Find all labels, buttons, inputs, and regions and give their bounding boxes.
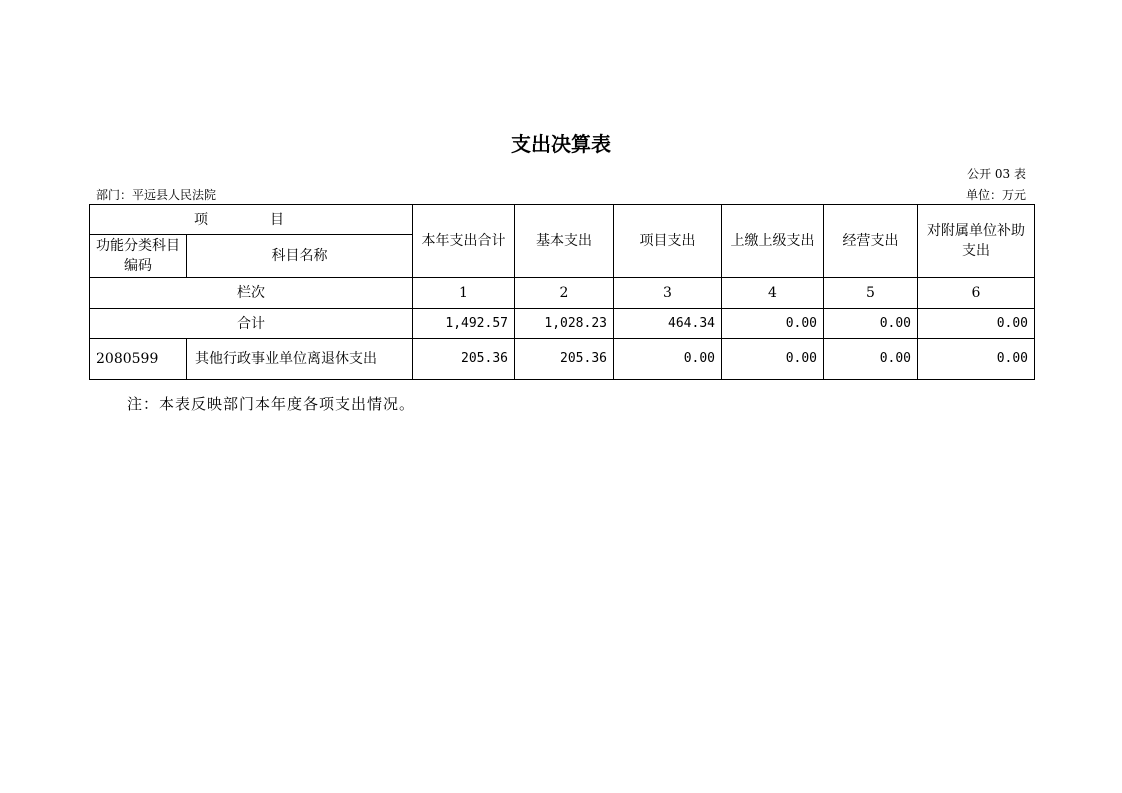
header-item: 项 目 <box>90 205 413 235</box>
column-number: 6 <box>918 278 1035 309</box>
total-value: 0.00 <box>918 309 1035 339</box>
row-value: 205.36 <box>413 339 515 380</box>
column-number: 4 <box>722 278 824 309</box>
expenditure-table <box>89 204 1035 380</box>
total-value: 0.00 <box>824 309 918 339</box>
total-label: 合计 <box>90 309 413 339</box>
row-value: 0.00 <box>824 339 918 380</box>
column-number: 1 <box>413 278 515 309</box>
department-label: 部门：平远县人民法院 <box>96 188 217 202</box>
total-value: 1,028.23 <box>515 309 614 339</box>
page-title: 支出决算表 <box>511 132 611 156</box>
header-project: 项目支出 <box>614 205 722 278</box>
table-row <box>90 339 1035 380</box>
header-func-code: 功能分类科目编码 <box>90 235 187 278</box>
header-upper: 上缴上级支出 <box>722 205 824 278</box>
row-value: 0.00 <box>722 339 824 380</box>
row-value: 205.36 <box>515 339 614 380</box>
total-value: 464.34 <box>614 309 722 339</box>
column-label: 栏次 <box>90 278 413 309</box>
column-number: 2 <box>515 278 614 309</box>
header-subsidy: 对附属单位补助支出 <box>918 205 1035 278</box>
header-basic: 基本支出 <box>515 205 614 278</box>
total-row <box>90 309 1035 339</box>
table-note: 注：本表反映部门本年度各项支出情况。 <box>127 395 416 413</box>
row-value: 0.00 <box>614 339 722 380</box>
table-code: 公开 03 表 <box>967 167 1026 181</box>
header-subject-name: 科目名称 <box>187 235 413 278</box>
header-business: 经营支出 <box>824 205 918 278</box>
total-value: 1,492.57 <box>413 309 515 339</box>
column-number-row <box>90 278 1035 309</box>
row-subject-name: 其他行政事业单位离退休支出 <box>187 339 413 380</box>
header-total: 本年支出合计 <box>413 205 515 278</box>
unit-label: 单位：万元 <box>965 188 1026 202</box>
column-number: 3 <box>614 278 722 309</box>
row-code: 2080599 <box>90 339 187 380</box>
column-number: 5 <box>824 278 918 309</box>
total-value: 0.00 <box>722 309 824 339</box>
row-value: 0.00 <box>918 339 1035 380</box>
